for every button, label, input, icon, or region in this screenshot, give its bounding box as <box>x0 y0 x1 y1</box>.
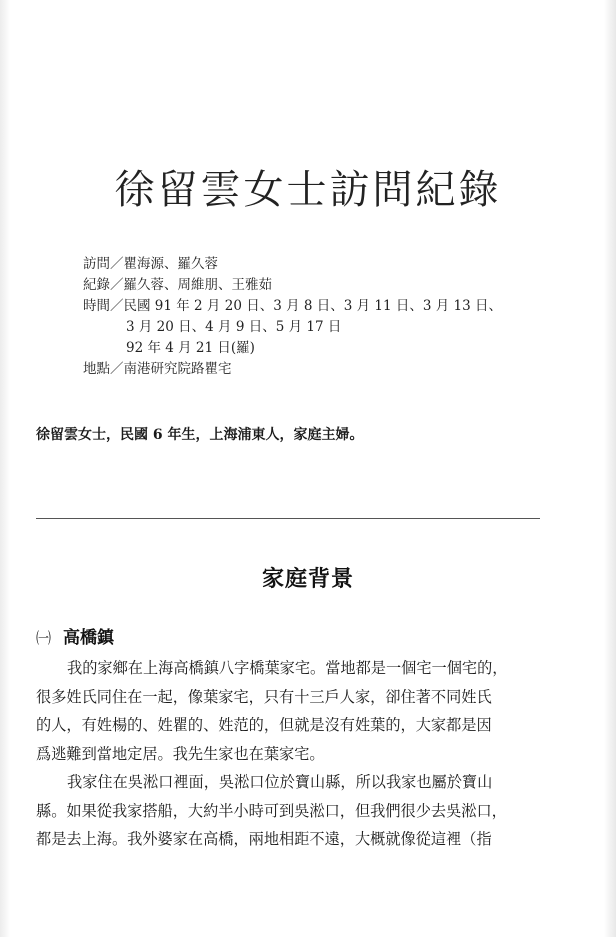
subsection-title: 高橋鎮 <box>63 628 115 648</box>
paragraph-line: 都是去上海。我外婆家在高橋，兩地相距不遠，大概就像從這裡（指 <box>36 830 492 848</box>
interview-metadata <box>83 254 502 380</box>
page-title: 徐留雲女士訪問紀錄 <box>114 167 502 213</box>
subsection-heading <box>36 623 114 648</box>
body-text <box>36 654 540 854</box>
subsection-number: ㈠ <box>36 629 52 647</box>
meta-recorders: 紀錄／羅久蓉、周維朋、王雅茹 <box>83 277 272 293</box>
meta-time-cont-2: 92 年 4 月 21 日(羅) <box>126 340 255 356</box>
paragraph-line: 的人，有姓楊的、姓瞿的、姓范的，但就是沒有姓葉的，大家都是因 <box>36 716 492 734</box>
paragraph-line: 我家住在吳淞口裡面，吳淞口位於寶山縣，所以我家也屬於寶山 <box>67 773 493 791</box>
section-title: 家庭背景 <box>261 566 354 592</box>
paragraph-line: 爲逃難到當地定居。我先生家也在葉家宅。 <box>36 744 325 763</box>
paragraph-line: 縣。如果從我家搭船，大約半小時可到吳淞口，但我們很少去吳淞口， <box>36 801 507 820</box>
meta-place: 地點／南港研究院路瞿宅 <box>83 361 232 377</box>
meta-interviewers: 訪問／瞿海源、羅久蓉 <box>83 256 218 272</box>
meta-time: 時間／民國 91 年 2 月 20 日、3 月 8 日、3 月 11 日、3 月 13 日、 <box>83 298 503 314</box>
meta-time-cont-1: 3 月 20 日、4 月 9 日、5 月 17 日 <box>126 319 342 335</box>
paragraph-line: 很多姓氏同住在一起，像葉家宅，只有十三戶人家，卻住著不同姓氏 <box>36 687 492 706</box>
section-divider <box>36 518 540 519</box>
intro-line: 徐留雲女士，民國 6 年生，上海浦東人，家庭主婦。 <box>36 427 364 443</box>
paragraph-line: 我的家鄉在上海高橋鎮八字橋葉家宅。當地都是一個宅一個宅的， <box>67 659 508 677</box>
